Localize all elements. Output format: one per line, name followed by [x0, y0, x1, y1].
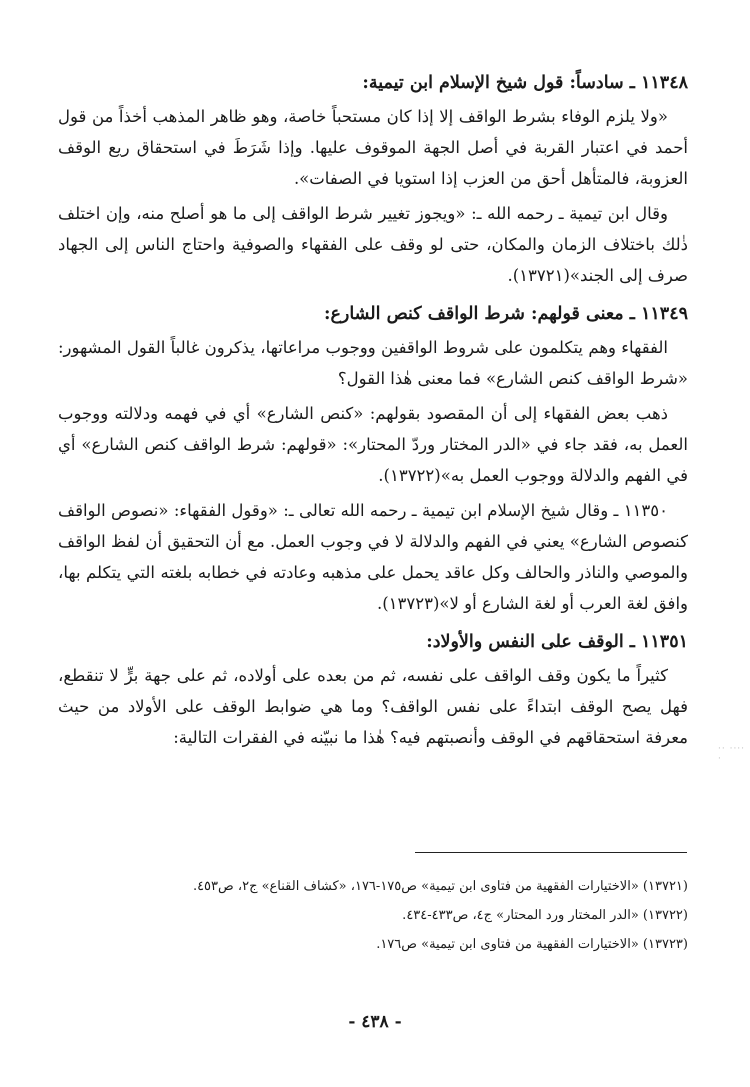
margin-mark: ·· ···· · — [718, 744, 746, 764]
main-text — [58, 60, 688, 757]
section-11349 — [58, 299, 688, 619]
section-heading: ١١٣٤٩ ـ معنى قولهم: شرط الواقف كنص الشارع: — [324, 304, 688, 324]
footnotes — [58, 872, 688, 959]
paragraph: وقال ابن تيمية ـ رحمه الله ـ: «ويجوز تغيير شرط الواقف إلى ما هو أصلح منه، وإن اختلف ذٰلك باختلاف الزمان والمكان، حتى لو وقف على الفقهاء والصوفية واحتاج الناس إلى الجهاد صرف إلى الجند»(١٣٧٢١). — [58, 204, 688, 285]
section-heading: ١١٣٥١ ـ الوقف على النفس والأولاد: — [426, 632, 688, 652]
paragraph: ذهب بعض الفقهاء إلى أن المقصود بقولهم: «كنص الشارع» أي في فهمه ودلالته ووجوب العمل به، فقد جاء في «الدر المختار وردّ المحتار»: «قولهم: شرط الواقف كنص الشارع» أي في الفهم والدلالة ووجوب العمل به»(١٣٧٢٢). — [58, 404, 688, 485]
section-11351 — [58, 627, 688, 753]
paragraph: كثيراً ما يكون وقف الواقف على نفسه، ثم من بعده على أولاده، ثم على جهة برٍّ لا تنقطع، فهل يصح الوقف ابتداءً على نفس الواقف؟ وما هي ضوابط الوقف على الأولاد من حيث معرفة استحقاقهم في الوقف وأنصبتهم فيه؟ هٰذا ما نبيّنه في الفقرات التالية: — [58, 666, 688, 747]
paragraph: الفقهاء وهم يتكلمون على شروط الواقفين ووجوب مراعاتها، يذكرون غالباً القول المشهور: «شرط الواقف كنص الشارع» فما معنى هٰذا القول؟ — [58, 338, 688, 388]
footnote-divider — [415, 852, 687, 853]
section-11348 — [58, 68, 688, 291]
section-heading: ١١٣٤٨ ـ سادساً: قول شيخ الإسلام ابن تيمية: — [362, 73, 688, 93]
footnote: (١٣٧٢٣) «الاختيارات الفقهية من فتاوى ابن تيمية» ص١٧٦. — [376, 937, 688, 952]
footnote: (١٣٧٢٢) «الدر المختار ورد المحتار» ج٤، ص٤٣٣-٤٣٤. — [402, 908, 688, 923]
paragraph: ١١٣٥٠ ـ وقال شيخ الإسلام ابن تيمية ـ رحمه الله تعالى ـ: «وقول الفقهاء: «نصوص الواقف كنصوص الشارع» يعني في الفهم والدلالة لا في وجوب العمل. مع أن التحقيق أن لفظ الواقف والموصي والناذر والحالف وكل عاقد يحمل على مذهبه وعادته في خطابه بلغته التي يتكلم بها، وافق لغة العرب أو لغة الشارع أو لا»(١٣٧٢٣). — [58, 501, 688, 613]
footnote: (١٣٧٢١) «الاختيارات الفقهية من فتاوى ابن تيمية» ص١٧٥-١٧٦، «كشاف القناع» ج٢، ص٤٥٣. — [192, 879, 688, 894]
page-number: - ٤٣٨ - — [348, 1012, 402, 1032]
paragraph: «ولا يلزم الوفاء بشرط الواقف إلا إذا كان مستحباً خاصة، وهو ظاهر المذهب أخذاً من قول أحمد في اعتبار القربة في أصل الجهة الموقوف عليها. وإذا شَرَطَ في استحقاق ريع الوقف العزوبة، فالمتأهل أحق من العزب إذا استويا في الصفات». — [58, 107, 688, 188]
